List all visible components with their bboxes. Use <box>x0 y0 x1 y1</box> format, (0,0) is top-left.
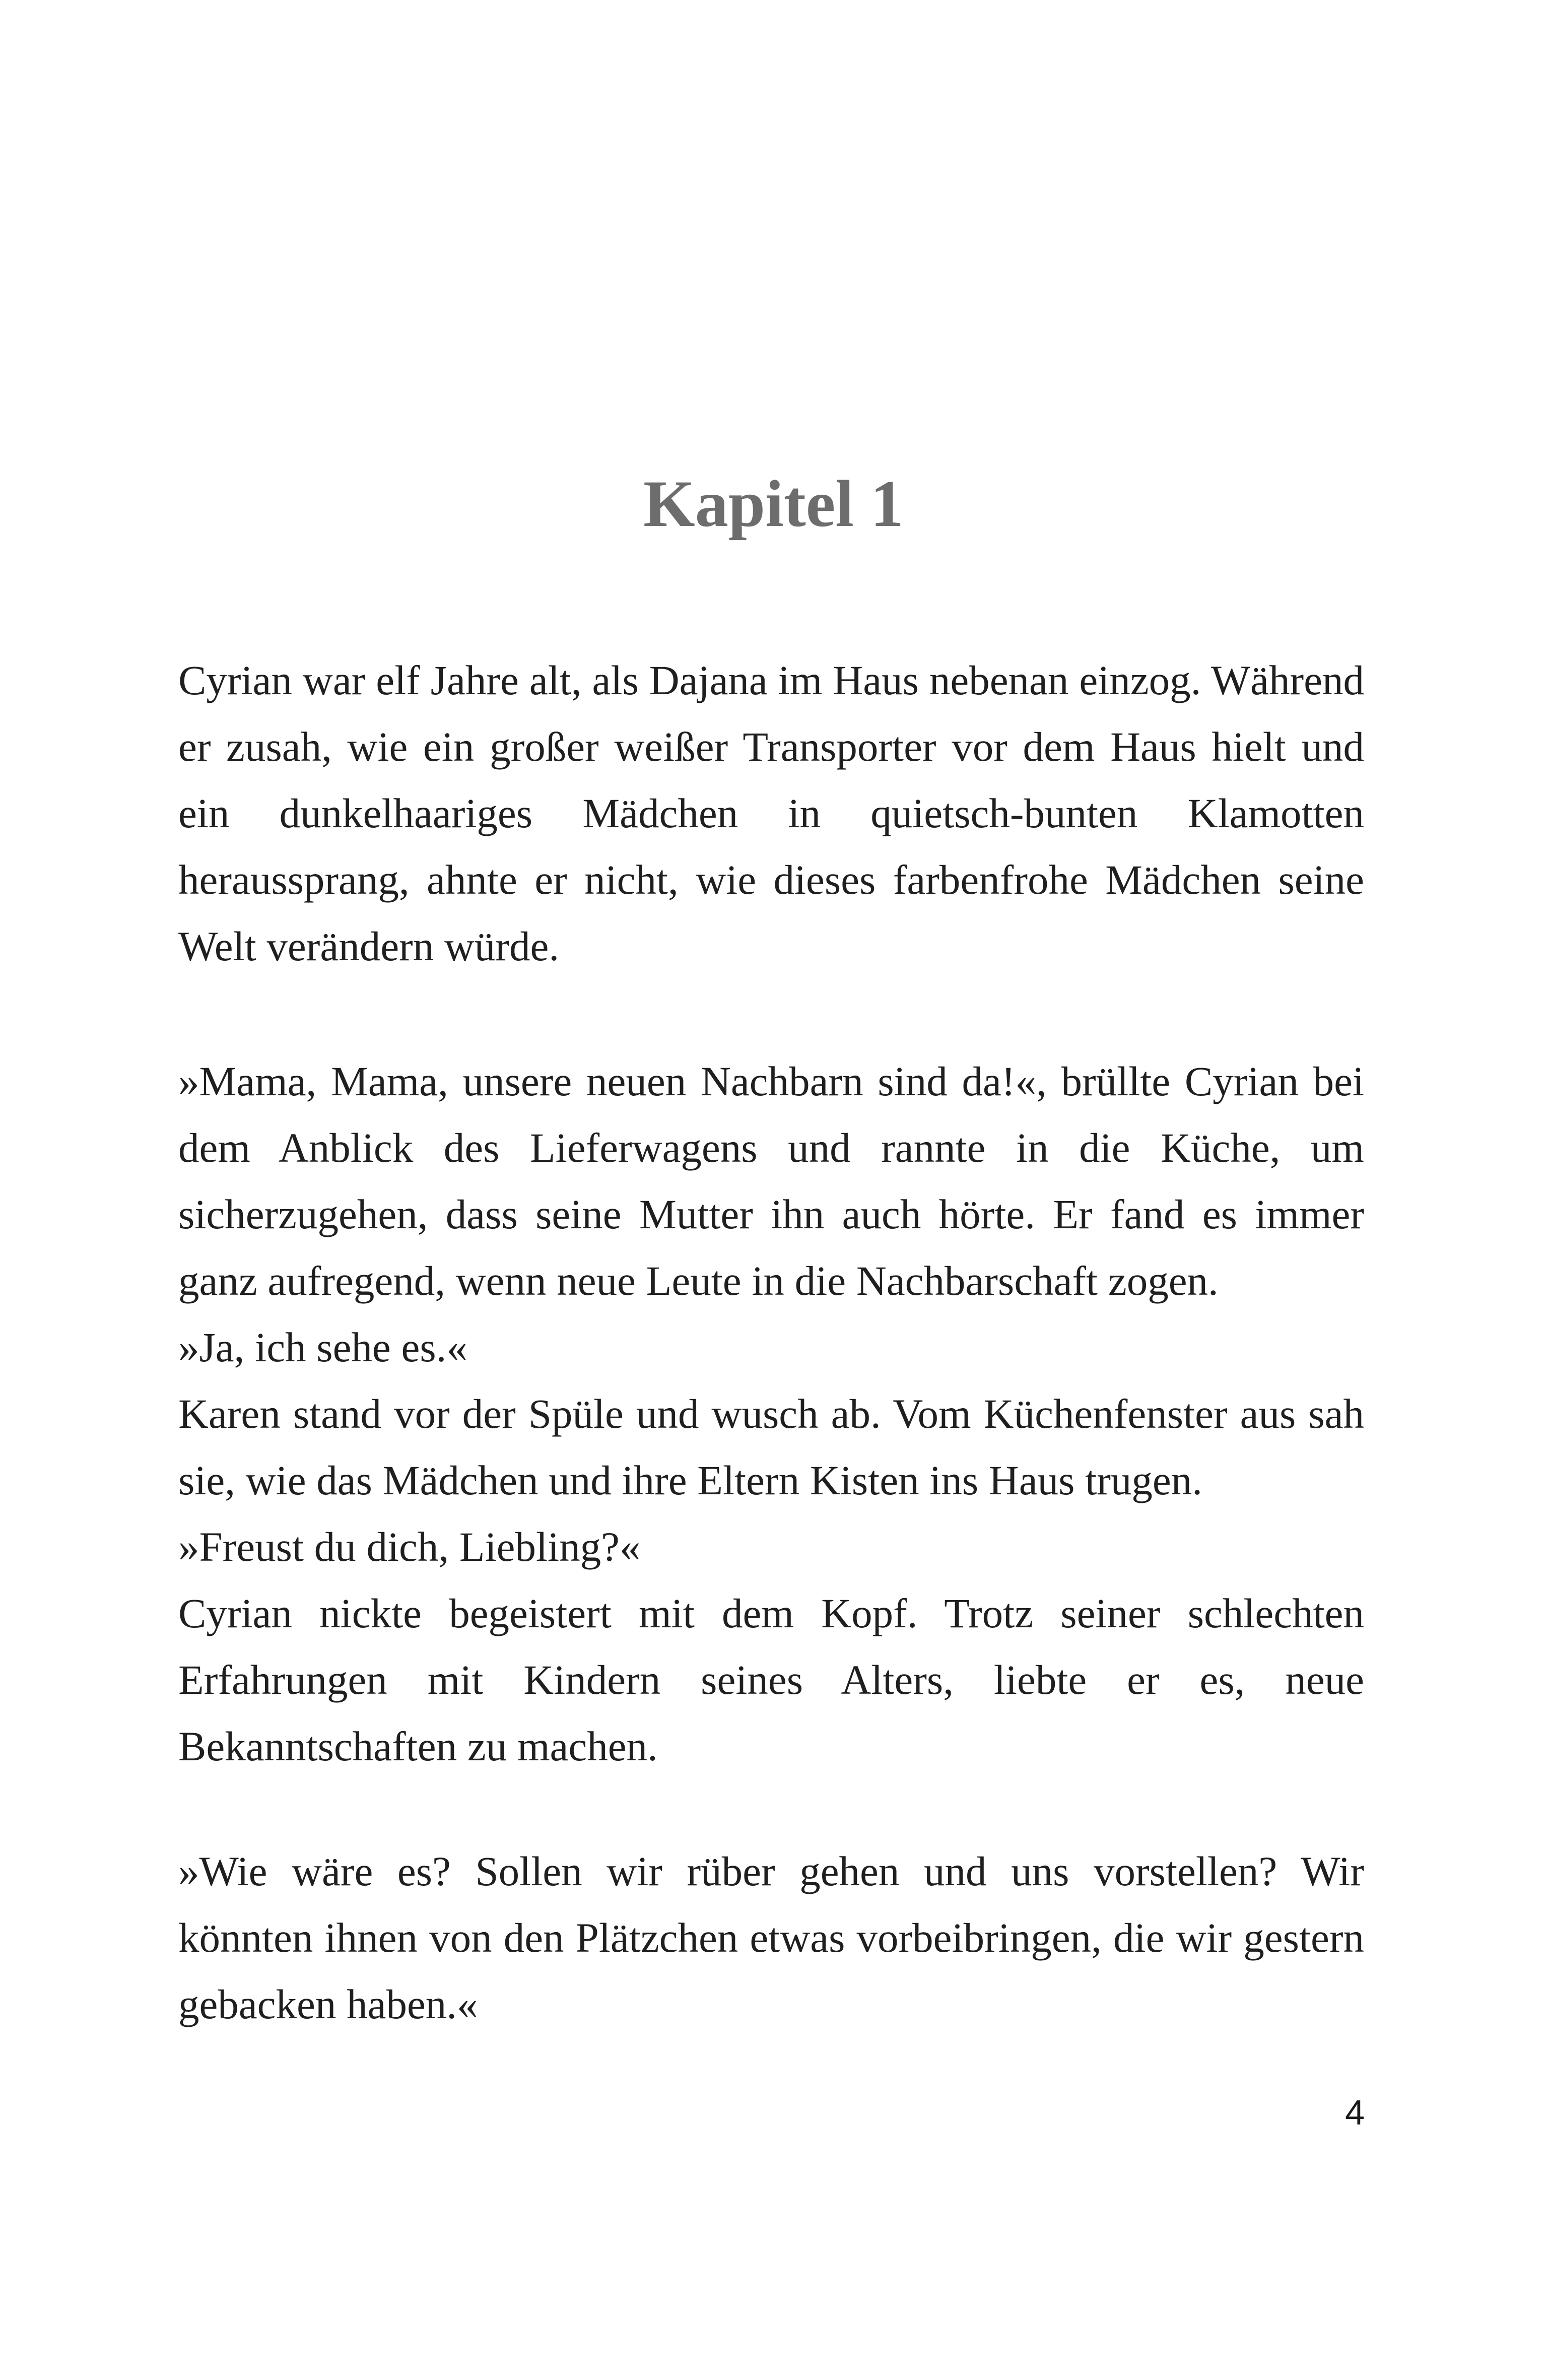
paragraph-group-2 <box>178 1048 1364 1779</box>
paragraph: Cyrian nickte begeistert mit dem Kopf. Trotz seiner schlechten Erfahrungen mit Kindern seines Alters, liebte er es, neue Bekanntschaften zu machen. <box>178 1590 1364 1769</box>
paragraph: »Mama, Mama, unsere neuen Nachbarn sind da!«, brüllte Cyrian bei dem Anblick des Lieferwagens und rannte in die Küche, um sicherzugehen, dass seine Mutter ihn auch hörte. Er fand es immer ganz aufregend, wenn neue Leute in die Nachbarschaft zogen. <box>178 1058 1364 1304</box>
paragraph: »Wie wäre es? Sollen wir rüber gehen und uns vorstellen? Wir könnten ihnen von den Plätzchen etwas vorbeibringen, die wir gestern gebacken haben.« <box>178 1848 1364 2027</box>
paragraph: Cyrian war elf Jahre alt, als Dajana im Haus nebenan einzog. Während er zusah, wie ein großer weißer Transporter vor dem Haus hielt und ein dunkelhaariges Mädchen in quietsch-bunten Klamotten heraussprang, ahnte er nicht, wie dieses farbenfrohe Mädchen seine Welt verändern würde. <box>178 657 1364 969</box>
paragraph: »Ja, ich sehe es.« <box>178 1324 467 1370</box>
chapter-title: Kapitel 1 <box>643 467 904 541</box>
paragraph: Karen stand vor der Spüle und wusch ab. Vom Küchenfenster aus sah sie, wie das Mädchen und ihre Eltern Kisten ins Haus trugen. <box>178 1391 1364 1503</box>
page-number: 4 <box>1345 2093 1365 2132</box>
paragraph-group-1 <box>178 647 1364 979</box>
paragraph: »Freust du dich, Liebling?« <box>178 1524 641 1570</box>
paragraph-group-3 <box>178 1838 1364 2037</box>
